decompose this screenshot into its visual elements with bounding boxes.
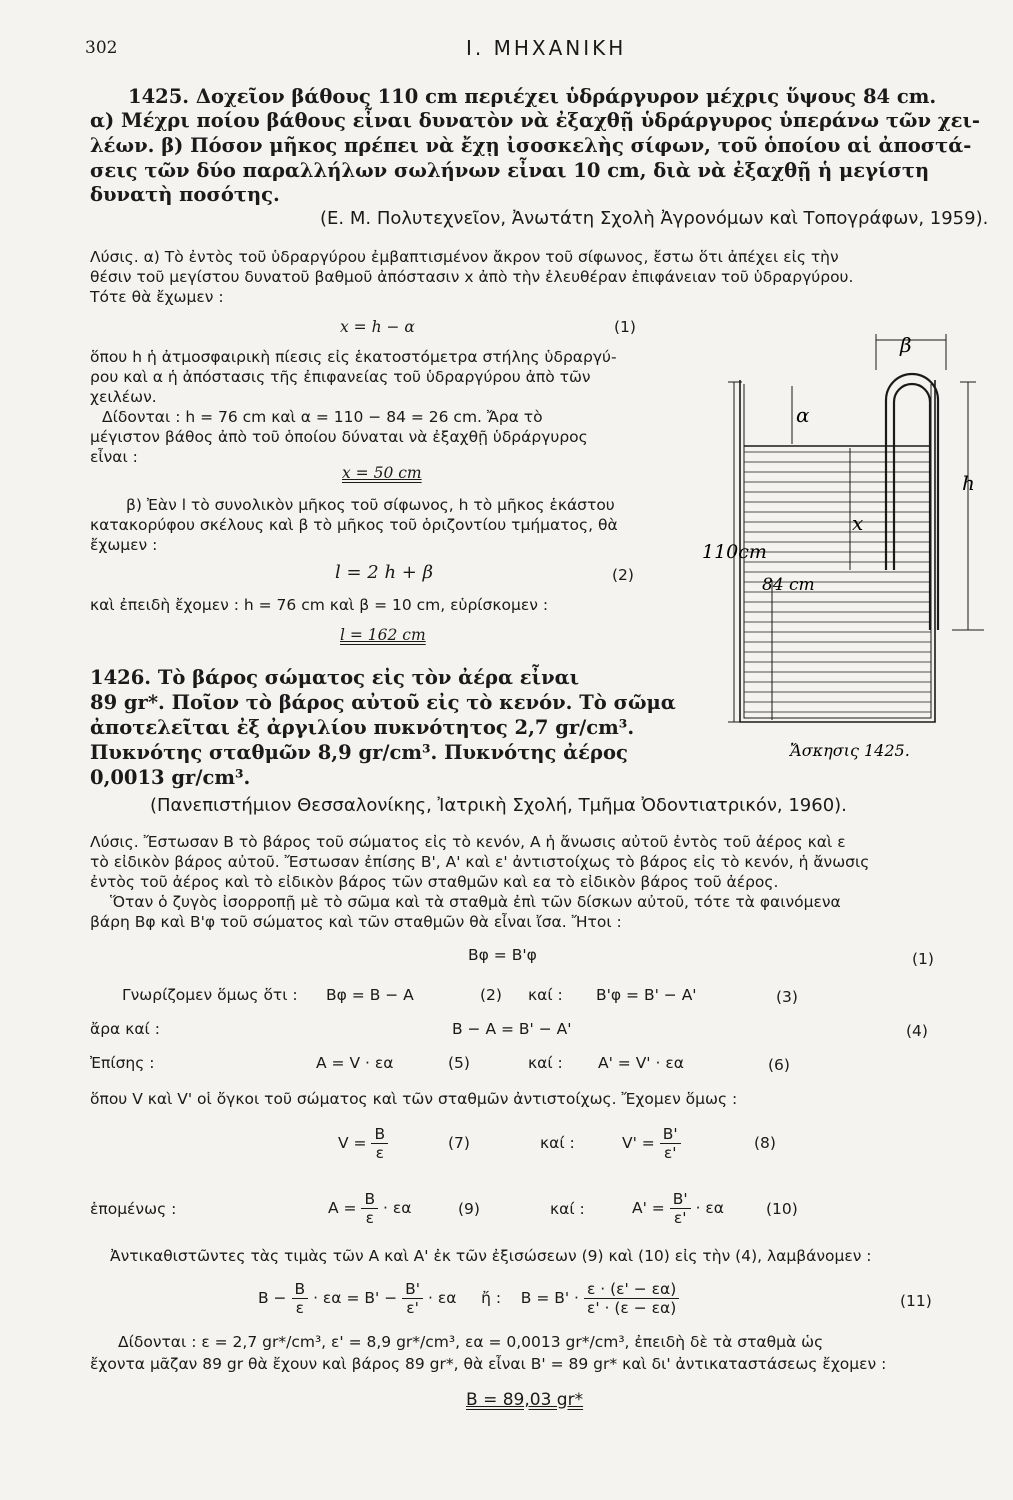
solution-1425-partb-1: β) Ἐὰν l τὸ συνολικὸν μῆκος τοῦ σίφωνος, h τὸ μῆκος ἑκάστου [126,496,615,514]
eq-9-right: · εα [383,1199,412,1217]
eq-9-den: ε [365,1209,374,1227]
eq-8-number: (8) [754,1134,776,1152]
eq-11 [258,1280,679,1317]
eq-1426-4: Β − Α = Β' − Α' [452,1020,572,1038]
eq-7 [338,1125,388,1162]
page-number: 302 [85,38,118,58]
solution-1426-intro-2: τὸ εἰδικὸν βάρος αὐτοῦ. Ἔστωσαν ἐπίσης Β', Α' καὶ ε' ἀντιστοίχως τὸ βάρος εἰς τὸ κενόν, ἡ ἄνωσις [90,853,870,871]
problem-1425-line-4: σεις τῶν δύο παραλλήλων σωλήνων εἶναι 10 cm, διὰ νὰ ἐξαχθῇ ἡ μεγίστη [90,159,930,182]
eq-1426-6: Α' = V' · εα [598,1054,684,1072]
problem-1425-source: (Ε. Μ. Πολυτεχνεῖον, Ἀνωτάτη Σχολὴ Ἀγρονόμων καὶ Τοπογράφων, 1959). [320,208,989,229]
solution-1425-given-1: Δίδονται : h = 76 cm καὶ α = 110 − 84 = 26 cm. Ἄρα τὸ [102,408,543,426]
eq-11-number: (11) [900,1292,932,1310]
eq-7-number: (7) [448,1134,470,1152]
problem-1425-line-1: 1425. Δοχεῖον βάθους 110 cm περιέχει ὑδράργυρον μέχρις ὕψους 84 cm. [128,85,937,108]
substitute-text: Ἀντικαθιστῶντες τὰς τιμὰς τῶν Α καὶ Α' ἐκ τῶν ἐξισώσεων (9) καὶ (10) εἰς τὴν (4), λαμβάνομεν : [110,1247,872,1265]
problem-1425-line-5: δυνατὴ ποσότης. [90,183,280,206]
equation-2: l = 2 h + β [335,562,433,583]
solution-1425-intro-1: Λύσις. α) Τὸ ἐντὸς τοῦ ὑδραργύρου ἐμβαπτισμένον ἄκρον τοῦ σίφωνος, ἔστω ὅτι ἀπέχει εἰς τὴν [90,248,839,266]
kai-label-6: καί : [528,1054,563,1072]
figure-caption: Ἄσκησις 1425. [790,741,910,760]
eq-1426-5-number: (5) [448,1054,470,1072]
eq-1426-3: Β'φ = Β' − Α' [596,986,697,1004]
eq-8-num: Β' [660,1125,681,1144]
eq-7-num: Β [371,1125,388,1144]
eq-11-fraction-3 [584,1280,679,1317]
eq-9 [328,1190,412,1227]
eq-11-c: · εα [427,1289,457,1307]
alpha-label: α [796,403,810,427]
eq-1426-2-number: (2) [480,986,502,1004]
eq-9-left: Α = [328,1199,357,1217]
eq-1426-4-number: (4) [906,1022,928,1040]
eq-11-num-3: ε · (ε' − εα) [584,1280,679,1299]
solution-1425-where-2: ρου καὶ α ἡ ἀπόστασις τῆς ἐπιφανείας τοῦ ὑδραργύρου ἀπὸ τῶν [90,368,591,386]
level-label: 84 cm [762,575,815,595]
eq-1426-6-number: (6) [768,1056,790,1074]
solution-1426-intro-3: ἐντὸς τοῦ ἀέρος καὶ τὸ εἰδικὸν βάρος τῶν σταθμῶν καὶ εα τὸ εἰδικὸν βάρος τοῦ ἀέρος. [90,873,779,891]
eq-10-number: (10) [766,1200,798,1218]
eq-11-den-1: ε [295,1299,305,1317]
solution-1426-intro-4: Ὅταν ὁ ζυγὸς ἰσορροπῇ μὲ τὸ σῶμα καὶ τὰ σταθμὰ ἐπὶ τῶν δίσκων αὐτοῦ, τότε τὰ φαινόμενα [110,893,841,911]
also-label: Ἐπίσης : [90,1054,155,1072]
eq-11-fraction-1 [292,1280,309,1317]
solution-1425-given-3: εἶναι : [90,448,138,466]
solution-1425-where-1: ὅπου h ἡ ἀτμοσφαιρικὴ πίεσις εἰς ἑκατοστόμετρα στήλης ὑδραργύ- [90,348,617,366]
final-result: Β = 89,03 gr* [466,1390,584,1410]
problem-1426-line-2: 89 gr*. Ποῖον τὸ βάρος αὐτοῦ εἰς τὸ κενόν. Τὸ σῶμα [90,691,676,714]
result-x: x = 50 cm [342,464,422,482]
solution-1425-given-2: μέγιστον βάθος ἀπὸ τοῦ ὁποίου δύναται νὰ ἐξαχθῇ ὑδράργυρος [90,428,588,446]
given-1426-1: Δίδονται : ε = 2,7 gr*/cm³, ε' = 8,9 gr*/cm³, εα = 0,0013 gr*/cm³, ἐπειδὴ δὲ τὰ σταθμὰ ὡς [118,1333,824,1351]
equation-2-number: (2) [612,566,634,584]
hence-label: ἑπομένως : [90,1200,177,1218]
problem-1426-line-4: Πυκνότης σταθμῶν 8,9 gr/cm³. Πυκνότης ἀέρος [90,741,628,764]
solution-1425-partb-3: ἔχωμεν : [90,536,158,554]
equation-1-number: (1) [614,318,636,336]
know-label: Γνωρίζομεν ὅμως ὅτι : [122,986,298,1004]
h-label: h [962,471,975,495]
eq-9-fraction [361,1190,378,1227]
result-l: l = 162 cm [340,626,426,644]
kai-label-8: καί : [540,1134,575,1152]
solution-1425-intro-3: Τότε θὰ ἔχωμεν : [90,288,224,306]
siphon-figure [700,330,990,760]
eq-10-fraction [670,1190,691,1227]
eq-10-den: ε' [673,1209,687,1227]
eq-10-left: Α' = [632,1199,665,1217]
problem-1426-line-5: 0,0013 gr/cm³. [90,766,251,789]
eq-1426-1-number: (1) [912,950,934,968]
eq-7-den: ε [375,1144,384,1162]
solution-1425-intro-2: θέσιν τοῦ μεγίστου δυνατοῦ βαθμοῦ ἀπόστασιν x ἀπὸ τὴν ἐλευθέραν ἐπιφάνειαν τοῦ ὑδραργύρου. [90,268,854,286]
eq-1426-3-number: (3) [776,988,798,1006]
eq-1426-2: Βφ = Β − Α [326,986,414,1004]
problem-1425-line-2: α) Μέχρι ποίου βάθους εἶναι δυνατὸν νὰ ἐξαχθῇ ὑδράργυρος ὑπεράνω τῶν χει- [90,109,981,132]
ara-label: ἄρα καί : [90,1020,160,1038]
eq-8-fraction [660,1125,681,1162]
problem-1425-line-3: λέων. β) Πόσον μῆκος πρέπει νὰ ἔχῃ ἰσοσκελὴς σίφων, τοῦ ὁποίου αἱ ἀποστά- [90,134,972,157]
kai-label-10: καί : [550,1200,585,1218]
volumes-text: ὅπου V καὶ V' οἱ ὄγκοι τοῦ σώματος καὶ τῶν σταθμῶν ἀντιστοίχως. Ἔχομεν ὅμως : [90,1090,738,1108]
eq-11-b: · εα = Β' − [313,1289,398,1307]
solution-1425-given2: καὶ ἐπειδὴ ἔχομεν : h = 76 cm καὶ β = 10 cm, εὑρίσκομεν : [90,596,549,614]
eq-11-num-1: Β [292,1280,309,1299]
problem-1426-line-3: ἀποτελεῖται ἐξ ἀργιλίου πυκνότητος 2,7 gr/cm³. [90,716,635,739]
eq-11-den-2: ε' [406,1299,419,1317]
eq-10 [632,1190,724,1227]
depth-label: 110cm [702,541,767,563]
solution-1425-where-3: χειλέων. [90,388,157,406]
container-outline [740,380,935,722]
problem-1426-source: (Πανεπιστήμιον Θεσσαλονίκης, Ἰατρικὴ Σχολή, Τμῆμα Ὀδοντιατρικόν, 1960). [150,795,847,816]
eq-8 [622,1125,681,1162]
eq-10-right: · εα [695,1199,725,1217]
solution-1426-intro-5: βάρη Βφ καὶ Β'φ τοῦ σώματος καὶ τῶν σταθμῶν θὰ εἶναι ἴσα. Ἤτοι : [90,913,622,931]
eq-11-fraction-2 [402,1280,423,1317]
eq-1426-1: Βφ = Β'φ [468,946,537,964]
eq-11-den-3: ε' · (ε − εα) [586,1299,677,1317]
eq-9-num: Β [361,1190,378,1209]
kai-label-3: καί : [528,986,563,1004]
problem-1426-line-1: 1426. Τὸ βάρος σώματος εἰς τὸν ἀέρα εἶναι [90,666,580,689]
eq-8-den: ε' [663,1144,677,1162]
eq-9-number: (9) [458,1200,480,1218]
beta-label: β [900,333,912,357]
eq-8-left: V' = [622,1134,655,1152]
solution-1425-partb-2: κατακορύφου σκέλους καὶ β τὸ μῆκος τοῦ ὁριζοντίου τμήματος, θὰ [90,516,618,534]
x-label: x [852,511,864,535]
eq-11-or: ἤ : [481,1289,502,1307]
eq-7-left: V = [338,1134,367,1152]
solution-1426-intro-1: Λύσις. Ἔστωσαν Β τὸ βάρος τοῦ σώματος εἰς τὸ κενόν, Α ἡ ἄνωσις αὐτοῦ ἐντὸς τοῦ ἀέρος καὶ ε [90,833,846,851]
equation-1: x = h − α [340,318,415,336]
running-title: Ι. ΜΗΧΑΝΙΚΗ [466,36,627,60]
eq-1426-5: Α = V · εα [316,1054,394,1072]
given-1426-2: ἔχοντα μᾶζαν 89 gr θὰ ἔχουν καὶ βάρος 89 gr*, θὰ εἶναι Β' = 89 gr* καὶ δι' ἀντικαταστάσεως ἔχομεν : [90,1355,887,1373]
eq-7-fraction [371,1125,388,1162]
eq-11-e: Β = Β' · [520,1289,579,1307]
eq-11-a: Β − [258,1289,287,1307]
eq-11-num-2: Β' [402,1280,423,1299]
eq-10-num: Β' [670,1190,691,1209]
